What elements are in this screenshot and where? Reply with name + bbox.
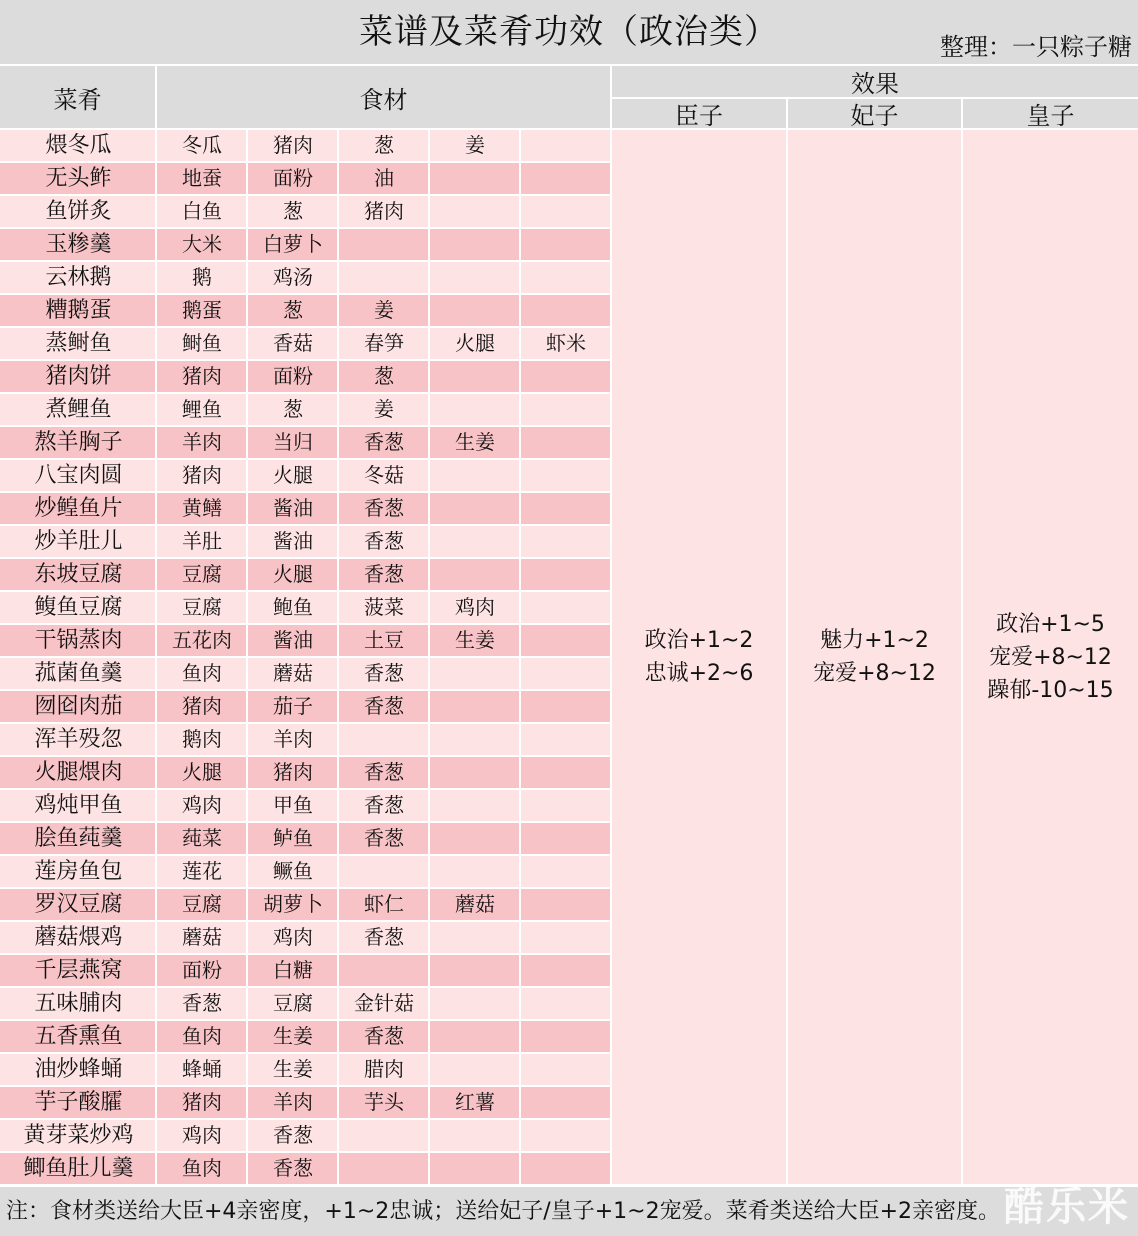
- ingredient-cell: 姜: [374, 298, 394, 322]
- ingredient-cell: 羊肚: [182, 529, 222, 553]
- ingredient-cell: 冬瓜: [182, 133, 222, 157]
- ingredient-cell: [339, 955, 429, 986]
- ingredient-cell: [521, 856, 611, 887]
- ingredient-cell: 黄鳝: [182, 496, 222, 520]
- effect-minister-cell: [612, 130, 786, 1184]
- effect-line: 政治+1~5: [996, 611, 1105, 637]
- ingredient-cell: [430, 196, 520, 227]
- ingredient-cell: [521, 757, 611, 788]
- dish-name: 八宝肉圆: [34, 463, 123, 488]
- ingredient-cell: 香菇: [273, 331, 313, 355]
- grid-divider: [337, 130, 339, 1186]
- ingredient-cell: 鹅: [192, 265, 212, 289]
- ingredient-cell: 甲鱼: [273, 793, 313, 817]
- ingredient-cell: 酱油: [273, 628, 313, 652]
- ingredient-cell: 鸡肉: [273, 925, 313, 949]
- ingredient-cell: [430, 1054, 520, 1085]
- ingredient-cell: 鲈鱼: [273, 826, 313, 850]
- ingredient-cell: [339, 1120, 429, 1151]
- ingredient-cell: 鸡肉: [455, 595, 495, 619]
- dish-name: 五香熏鱼: [34, 1024, 123, 1049]
- header-effect: [612, 66, 1138, 97]
- ingredient-cell: [521, 229, 611, 260]
- ingredient-cell: 葱: [283, 298, 303, 322]
- ingredient-cell: 当归: [273, 430, 313, 454]
- ingredient-cell: [521, 1087, 611, 1118]
- ingredient-cell: 酱油: [273, 529, 313, 553]
- effect-line: 政治+1~2: [644, 628, 754, 653]
- ingredient-cell: [521, 295, 611, 326]
- ingredient-cell: [430, 922, 520, 953]
- ingredient-cell: 鲤鱼: [182, 397, 222, 421]
- ingredient-cell: 鱼肉: [182, 661, 222, 685]
- ingredient-cell: 猪肉: [364, 199, 404, 223]
- ingredient-cell: 白鱼: [182, 199, 222, 223]
- ingredient-cell: 香葱: [364, 1024, 404, 1048]
- ingredient-cell: 腊肉: [364, 1057, 404, 1081]
- effect-prince-cell: [963, 130, 1138, 1184]
- dish-name: 煮鲤鱼: [45, 397, 112, 422]
- ingredient-cell: [430, 955, 520, 986]
- ingredient-cell: [430, 1021, 520, 1052]
- ingredient-cell: [430, 790, 520, 821]
- ingredient-cell: [521, 724, 611, 755]
- ingredient-cell: 大米: [182, 232, 222, 256]
- ingredient-cell: [430, 361, 520, 392]
- ingredient-cell: 香葱: [364, 562, 404, 586]
- ingredient-cell: [430, 559, 520, 590]
- ingredient-cell: 蘑菇: [455, 892, 495, 916]
- ingredient-cell: [430, 1153, 520, 1184]
- effect-line: 宠爱+8~12: [813, 661, 936, 686]
- ingredient-cell: 鸡肉: [182, 1123, 222, 1147]
- ingredient-cell: 猪肉: [182, 364, 222, 388]
- effect-line: 魅力+1~2: [820, 628, 929, 653]
- title-band: [0, 0, 1138, 66]
- effect-line: 躁郁-10~15: [987, 677, 1114, 703]
- ingredient-cell: 虾仁: [364, 892, 404, 916]
- ingredient-cell: [521, 262, 611, 293]
- ingredient-cell: [430, 526, 520, 557]
- dish-name: 蘑菇煨鸡: [34, 925, 123, 950]
- dish-name: 鸡炖甲鱼: [34, 793, 123, 818]
- ingredient-cell: 豆腐: [182, 892, 222, 916]
- ingredient-cell: [521, 130, 611, 161]
- ingredient-cell: 白糖: [273, 958, 313, 982]
- ingredient-cell: 菠菜: [364, 595, 404, 619]
- dish-name: 黄芽菜炒鸡: [23, 1123, 134, 1148]
- effect-line: 忠诚+2~6: [644, 661, 754, 686]
- ingredient-cell: 香葱: [364, 496, 404, 520]
- ingredient-cell: 香葱: [364, 826, 404, 850]
- ingredient-cell: 生姜: [273, 1024, 313, 1048]
- dish-name: 脍鱼莼羹: [34, 826, 123, 851]
- ingredient-cell: 猪肉: [182, 1090, 222, 1114]
- ingredient-cell: 姜: [374, 397, 394, 421]
- ingredient-cell: [521, 592, 611, 623]
- ingredient-cell: [430, 658, 520, 689]
- header-minister: [612, 99, 786, 128]
- ingredient-cell: [430, 823, 520, 854]
- ingredient-cell: 鲥鱼: [182, 331, 222, 355]
- ingredient-cell: [430, 295, 520, 326]
- ingredient-cell: [339, 724, 429, 755]
- ingredient-cell: 生姜: [455, 430, 495, 454]
- author-credit: 整理：一只粽子糖: [940, 33, 1132, 61]
- dish-name: 芋子酸臛: [34, 1090, 123, 1115]
- ingredient-cell: 香葱: [182, 991, 222, 1015]
- grid-divider: [519, 130, 521, 1186]
- ingredient-cell: 油: [374, 166, 394, 190]
- watermark-logo: 酷乐米: [1004, 1184, 1130, 1230]
- ingredient-cell: [521, 823, 611, 854]
- ingredient-cell: 鹅肉: [182, 727, 222, 751]
- ingredient-cell: 鱼肉: [182, 1156, 222, 1180]
- header-prince: [963, 99, 1138, 128]
- ingredient-cell: 猪肉: [273, 760, 313, 784]
- ingredient-cell: 春笋: [364, 331, 404, 355]
- header-dish-label: 菜肴: [53, 85, 102, 114]
- dish-name: 莲房鱼包: [34, 859, 123, 884]
- ingredient-cell: 豆腐: [273, 991, 313, 1015]
- ingredient-cell: [339, 1153, 429, 1184]
- ingredient-cell: 豆腐: [182, 562, 222, 586]
- ingredient-cell: [521, 196, 611, 227]
- ingredient-cell: 香葱: [364, 430, 404, 454]
- dish-name: 猪肉饼: [45, 364, 112, 389]
- ingredient-cell: 生姜: [455, 628, 495, 652]
- ingredient-cell: 生姜: [273, 1057, 313, 1081]
- ingredient-cell: 姜: [465, 133, 485, 157]
- ingredient-cell: [339, 856, 429, 887]
- ingredient-cell: 香葱: [364, 661, 404, 685]
- ingredient-cell: 猪肉: [273, 133, 313, 157]
- ingredient-cell: [430, 724, 520, 755]
- sheet-title: 菜谱及菜肴功效（政治类）: [359, 12, 779, 52]
- header-effect-label: 效果: [851, 70, 899, 98]
- dish-name: 炒羊肚儿: [34, 529, 123, 554]
- ingredient-cell: 土豆: [364, 628, 404, 652]
- header-ingredients-label: 食材: [359, 85, 408, 114]
- dish-name: 囫囵肉茄: [34, 694, 123, 719]
- ingredient-cell: 葱: [374, 364, 394, 388]
- dish-name: 炒鳇鱼片: [34, 496, 123, 521]
- ingredient-cell: [521, 460, 611, 491]
- ingredient-cell: [521, 427, 611, 458]
- ingredient-cell: [521, 922, 611, 953]
- ingredient-cell: [521, 625, 611, 656]
- effect-line: 宠爱+8~12: [989, 644, 1112, 670]
- header-ingredients: [157, 66, 610, 128]
- ingredient-cell: 鸡汤: [273, 265, 313, 289]
- dish-name: 蒸鲥鱼: [45, 331, 112, 356]
- ingredient-cell: 蘑菇: [182, 925, 222, 949]
- dish-name: 鳆鱼豆腐: [34, 595, 123, 620]
- ingredient-cell: 香葱: [364, 925, 404, 949]
- ingredient-cell: 香葱: [273, 1156, 313, 1180]
- dish-name: 火腿煨肉: [34, 760, 123, 785]
- ingredient-cell: 火腿: [273, 463, 313, 487]
- ingredient-cell: [521, 955, 611, 986]
- dish-name: 东坡豆腐: [34, 562, 123, 587]
- dish-name: 五味脯肉: [34, 991, 123, 1016]
- ingredient-cell: [521, 361, 611, 392]
- ingredient-cell: 冬菇: [364, 463, 404, 487]
- ingredient-cell: [521, 1153, 611, 1184]
- ingredient-cell: [339, 262, 429, 293]
- ingredient-cell: 香葱: [364, 760, 404, 784]
- ingredient-cell: [521, 526, 611, 557]
- ingredient-cell: [521, 163, 611, 194]
- footer-note: [0, 1187, 1138, 1236]
- header-prince-label: 皇子: [1026, 102, 1075, 130]
- ingredient-cell: [430, 394, 520, 425]
- ingredient-cell: [430, 1120, 520, 1151]
- ingredient-cell: [521, 790, 611, 821]
- header-minister-label: 臣子: [675, 102, 723, 130]
- header-consort-label: 妃子: [850, 102, 899, 130]
- dish-name: 无头鲊: [45, 166, 112, 191]
- ingredient-cell: 白萝卜: [263, 232, 323, 256]
- dish-name: 煨冬瓜: [45, 133, 112, 158]
- ingredient-cell: 面粉: [273, 364, 313, 388]
- dish-name: 鱼饼炙: [45, 199, 112, 224]
- effect-consort-cell: [788, 130, 961, 1184]
- grid-divider: [428, 130, 430, 1186]
- ingredient-cell: 金针菇: [354, 991, 414, 1015]
- ingredient-cell: [521, 658, 611, 689]
- ingredient-cell: 鳜鱼: [273, 859, 313, 883]
- ingredient-cell: [430, 229, 520, 260]
- grid-divider: [786, 99, 788, 1186]
- ingredient-cell: [339, 229, 429, 260]
- ingredient-cell: [430, 460, 520, 491]
- ingredient-cell: [430, 493, 520, 524]
- ingredient-cell: 鸡肉: [182, 793, 222, 817]
- ingredient-cell: [430, 262, 520, 293]
- ingredient-cell: 香葱: [364, 529, 404, 553]
- ingredient-cell: 莼菜: [182, 826, 222, 850]
- ingredient-cell: [521, 691, 611, 722]
- ingredient-cell: 芋头: [364, 1090, 404, 1114]
- ingredient-cell: [521, 394, 611, 425]
- ingredient-cell: 地蚕: [182, 166, 222, 190]
- ingredient-cell: 五花肉: [172, 628, 232, 652]
- dish-name: 糟鹅蛋: [45, 298, 112, 323]
- ingredient-cell: [521, 493, 611, 524]
- dish-name: 干锅蒸肉: [34, 628, 123, 653]
- header-consort: [788, 99, 961, 128]
- footer-note-text: 注：食材类送给大臣+4亲密度，+1~2忠诚；送给妃子/皇子+1~2宠爱。菜肴类送给大臣+2亲密度。: [6, 1199, 1000, 1224]
- ingredient-cell: 羊肉: [273, 727, 313, 751]
- ingredient-cell: [521, 889, 611, 920]
- ingredient-cell: 香葱: [364, 793, 404, 817]
- ingredient-cell: [430, 856, 520, 887]
- ingredient-cell: 莲花: [182, 859, 222, 883]
- dish-name: 油炒蜂蛹: [34, 1057, 123, 1082]
- dish-name: 千层燕窝: [34, 958, 123, 983]
- ingredient-cell: [521, 559, 611, 590]
- ingredient-cell: 蜂蛹: [182, 1057, 222, 1081]
- ingredient-cell: 火腿: [455, 331, 495, 355]
- ingredient-cell: 香葱: [364, 694, 404, 718]
- dish-name: 云林鹅: [45, 265, 112, 290]
- grid-divider: [610, 66, 612, 1186]
- ingredient-cell: 鹅蛋: [182, 298, 222, 322]
- ingredient-cell: [430, 988, 520, 1019]
- ingredient-cell: 鲍鱼: [273, 595, 313, 619]
- ingredient-cell: 面粉: [273, 166, 313, 190]
- dish-name: 玉糁羹: [45, 232, 112, 257]
- ingredient-cell: 鱼肉: [182, 1024, 222, 1048]
- ingredient-cell: 火腿: [182, 760, 222, 784]
- ingredient-cell: 葱: [283, 397, 303, 421]
- ingredient-cell: 茄子: [273, 694, 313, 718]
- dish-name: 鲫鱼肚儿羹: [23, 1156, 134, 1181]
- dish-name: 熬羊胸子: [34, 430, 123, 455]
- ingredient-cell: 猪肉: [182, 463, 222, 487]
- ingredient-cell: 豆腐: [182, 595, 222, 619]
- ingredient-cell: 蘑菇: [273, 661, 313, 685]
- ingredient-cell: [430, 691, 520, 722]
- header-dish: [0, 66, 155, 128]
- ingredient-cell: 胡萝卜: [263, 892, 323, 916]
- dish-name: 浑羊殁忽: [34, 727, 123, 752]
- ingredient-cell: 香葱: [273, 1123, 313, 1147]
- ingredient-cell: 酱油: [273, 496, 313, 520]
- grid-divider: [155, 66, 157, 1186]
- ingredient-cell: [521, 1021, 611, 1052]
- ingredient-cell: [521, 1054, 611, 1085]
- ingredient-cell: 猪肉: [182, 694, 222, 718]
- grid-divider: [961, 99, 963, 1186]
- ingredient-cell: 羊肉: [273, 1090, 313, 1114]
- ingredient-cell: 红薯: [455, 1090, 495, 1114]
- ingredient-cell: [430, 757, 520, 788]
- ingredient-cell: [521, 988, 611, 1019]
- grid-divider: [246, 130, 248, 1186]
- ingredient-cell: 火腿: [273, 562, 313, 586]
- dish-name: 罗汉豆腐: [34, 892, 123, 917]
- dish-name: 菰菌鱼羹: [34, 661, 123, 686]
- ingredient-cell: 葱: [374, 133, 394, 157]
- ingredient-cell: 葱: [283, 199, 303, 223]
- ingredient-cell: 羊肉: [182, 430, 222, 454]
- ingredient-cell: 面粉: [182, 958, 222, 982]
- ingredient-cell: 虾米: [546, 331, 586, 355]
- ingredient-cell: [521, 1120, 611, 1151]
- ingredient-cell: [430, 163, 520, 194]
